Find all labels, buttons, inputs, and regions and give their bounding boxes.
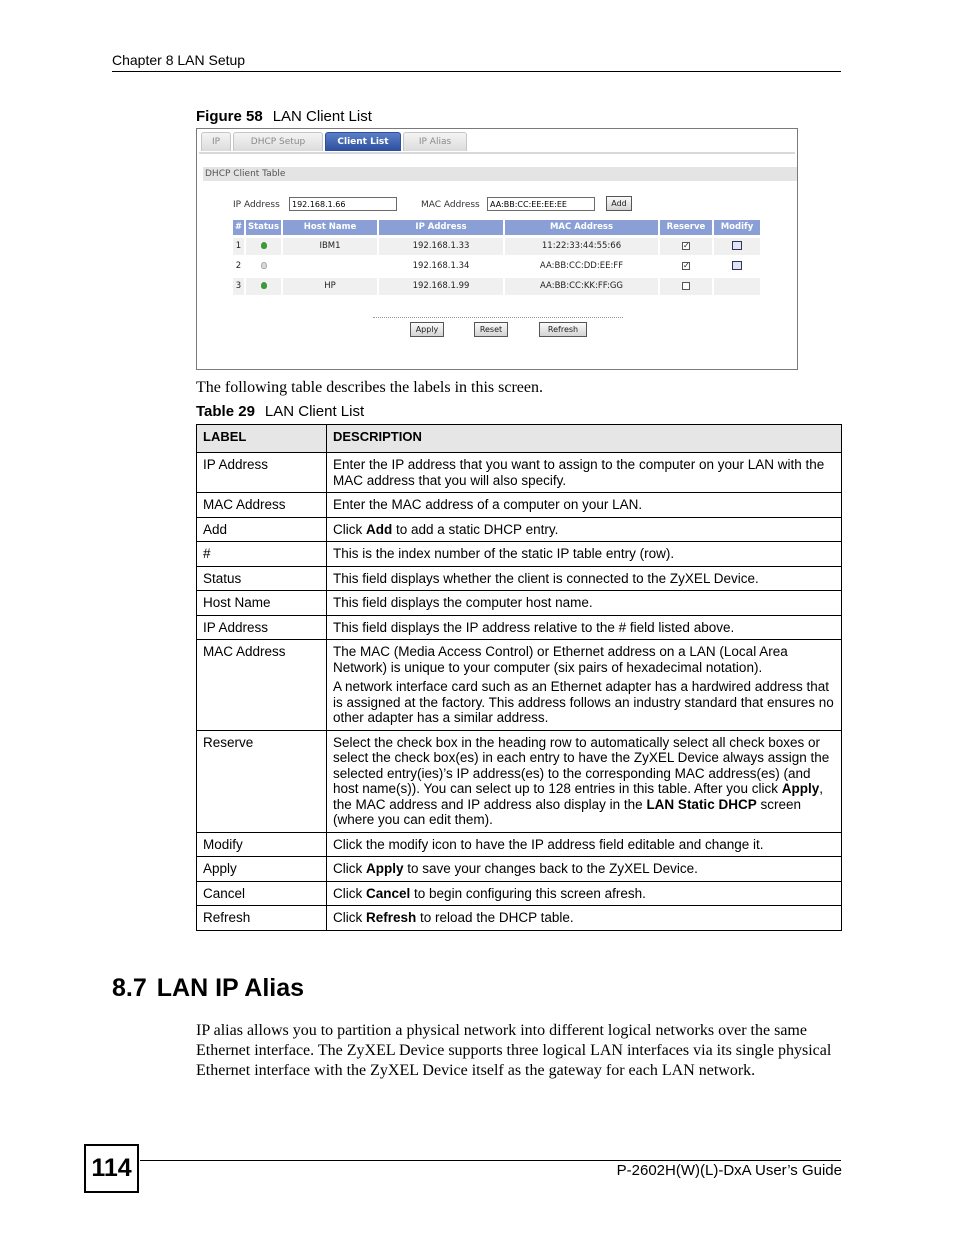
section-paragraph: IP alias allows you to partition a physical network into different logical networks over the same Ethernet interface. The ZyXEL Device supports three logical LAN interfaces via its single physical Ethernet interface with the ZyXEL Device itself as the gateway for each LAN network. (196, 1022, 832, 1079)
table-row (197, 615, 842, 640)
col-mac-address: MAC Address (505, 220, 658, 235)
table-row (197, 453, 842, 493)
table-title: LAN Client List (264, 403, 365, 420)
table-row (197, 542, 842, 567)
tab-client-list[interactable]: Client List (325, 132, 401, 151)
row-label: IP Address (197, 453, 327, 493)
status-cell (246, 238, 281, 255)
label-description-table (196, 424, 842, 931)
row-description: Click Cancel to begin configuring this screen afresh. (327, 881, 842, 906)
row-description: Enter the MAC address of a computer on your LAN. (327, 493, 842, 518)
row-index: 3 (233, 278, 244, 295)
mac-cell: AA:BB:CC:KK:FF:GG (505, 278, 658, 295)
row-label: Reserve (197, 730, 327, 832)
row-label: Refresh (197, 906, 327, 931)
reserve-cell (660, 258, 712, 275)
row-label: Add (197, 517, 327, 542)
mac-cell: AA:BB:CC:DD:EE:FF (505, 258, 658, 275)
section-heading (112, 974, 304, 1003)
status-disconnected-icon (261, 262, 267, 269)
dhcp-client-table-title: DHCP Client Table (203, 167, 797, 181)
row-description: This field displays the IP address relative to the # field listed above. (327, 615, 842, 640)
tab-dhcp-setup[interactable]: DHCP Setup (233, 132, 323, 151)
modify-icon[interactable] (732, 261, 742, 270)
col-host-name: Host Name (283, 220, 377, 235)
row-description: Select the check box in the heading row to automatically select all check boxes or select the check box(es) in each entry to have the ZyXEL Device always assign the selected entry(ies)’s IP address(es) to the corresponding MAC address(es) (and host name(s)). You can select up to 128 entries in this table. After you click Apply, the MAC address and IP address also display in the LAN Static DHCP screen (where you can edit them). (327, 730, 842, 832)
modify-cell (714, 278, 760, 295)
table-row (197, 493, 842, 518)
table-row (197, 906, 842, 931)
table-label: Table 29 (196, 403, 255, 420)
page-number: 114 (84, 1144, 139, 1193)
apply-button[interactable]: Apply (410, 322, 444, 337)
tab-underline (199, 152, 795, 154)
row-label: # (197, 542, 327, 567)
section-number: 8.7 (112, 974, 147, 1002)
ip-address-label: IP Address (233, 200, 280, 210)
table-row (197, 730, 842, 832)
ip-address-input[interactable]: 192.168.1.66 (289, 197, 397, 211)
mac-address-label: MAC Address (421, 200, 480, 210)
figure-caption (196, 108, 372, 125)
reserve-cell (660, 238, 712, 255)
mac-address-input[interactable]: AA:BB:CC:EE:EE:EE (487, 197, 595, 211)
row-label: IP Address (197, 615, 327, 640)
reserve-checkbox[interactable]: ✓ (683, 240, 690, 250)
col-status: Status (246, 220, 281, 235)
row-description: This field displays whether the client is connected to the ZyXEL Device. (327, 566, 842, 591)
modify-cell (714, 258, 760, 275)
ip-cell: 192.168.1.33 (379, 238, 503, 255)
add-button[interactable]: Add (606, 196, 632, 211)
row-label: MAC Address (197, 493, 327, 518)
row-label: Status (197, 566, 327, 591)
button-separator (373, 317, 623, 318)
table-caption (196, 403, 364, 420)
intro-text: The following table describes the labels in this screen. (196, 379, 544, 396)
modify-icon[interactable] (732, 241, 742, 250)
host-name-cell (283, 258, 377, 275)
reserve-checkbox[interactable]: ✓ (683, 260, 690, 270)
row-description: Enter the IP address that you want to assign to the computer on your LAN with the MAC address that you will also specify. (327, 453, 842, 493)
table-row (197, 591, 842, 616)
col-index: # (233, 220, 244, 235)
row-label: Apply (197, 857, 327, 882)
row-description: This is the index number of the static IP table entry (row). (327, 542, 842, 567)
label-header: LABEL (197, 425, 327, 453)
row-description: Click Add to add a static DHCP entry. (327, 517, 842, 542)
host-name-cell: IBM1 (283, 238, 377, 255)
tab-ip-alias[interactable]: IP Alias (403, 132, 467, 151)
chapter-header: Chapter 8 LAN Setup (112, 52, 246, 68)
description-header: DESCRIPTION (327, 425, 842, 453)
table-row (197, 517, 842, 542)
figure-label: Figure 58 (196, 108, 263, 125)
footer-rule (140, 1160, 841, 1161)
row-description: Click Apply to save your changes back to the ZyXEL Device. (327, 857, 842, 882)
guide-title: P-2602H(W)(L)-DxA User’s Guide (616, 1162, 842, 1179)
reset-button[interactable]: Reset (474, 322, 508, 337)
row-label: Modify (197, 832, 327, 857)
ip-cell: 192.168.1.99 (379, 278, 503, 295)
header-rule (112, 71, 841, 72)
col-reserve: Reserve (660, 220, 712, 235)
status-connected-icon (261, 282, 267, 289)
figure-title: LAN Client List (272, 108, 372, 125)
row-index: 1 (233, 238, 244, 255)
mac-cell: 11:22:33:44:55:66 (505, 238, 658, 255)
reserve-checkbox[interactable] (682, 282, 690, 290)
section-title: LAN IP Alias (156, 974, 305, 1002)
row-description: This field displays the computer host name. (327, 591, 842, 616)
col-ip-address: IP Address (379, 220, 503, 235)
ip-cell: 192.168.1.34 (379, 258, 503, 275)
status-cell (246, 278, 281, 295)
modify-cell (714, 238, 760, 255)
row-description: Click the modify icon to have the IP address field editable and change it. (327, 832, 842, 857)
refresh-button[interactable]: Refresh (539, 322, 587, 337)
row-description: The MAC (Media Access Control) or Ethernet address on a LAN (Local Area Network) is unique to your computer (six pairs of hexadecimal notation). A network interface card such as an Ethernet adapter has a hardwired address that is assigned at the factory. This address follows an industry standard that ensures no other adapter has a similar address. (327, 640, 842, 731)
table-row (197, 566, 842, 591)
table-row (197, 640, 842, 731)
host-name-cell: HP (283, 278, 377, 295)
row-label: Host Name (197, 591, 327, 616)
lan-client-list-screenshot (196, 128, 798, 370)
row-description: Click Refresh to reload the DHCP table. (327, 906, 842, 931)
table-row (197, 857, 842, 882)
status-cell (246, 258, 281, 275)
row-index: 2 (233, 258, 244, 275)
table-header-row (197, 425, 842, 453)
table-row (197, 881, 842, 906)
row-label: Cancel (197, 881, 327, 906)
row-label: MAC Address (197, 640, 327, 731)
table-row (197, 832, 842, 857)
reserve-cell (660, 278, 712, 295)
col-modify: Modify (714, 220, 760, 235)
tab-ip[interactable]: IP (201, 132, 231, 151)
status-connected-icon (261, 242, 267, 249)
